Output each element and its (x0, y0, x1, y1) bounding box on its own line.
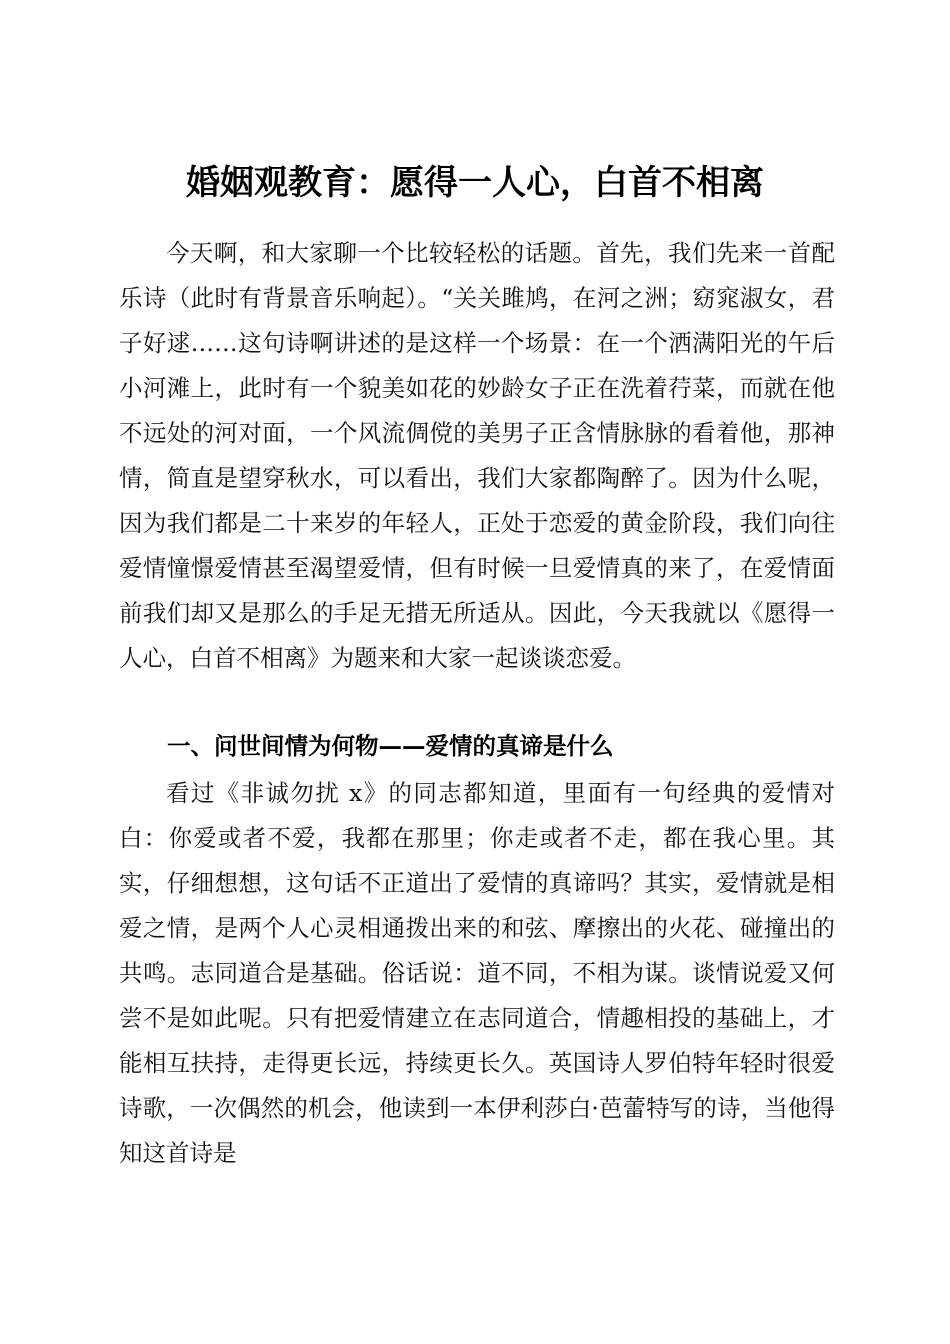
document-title: 婚姻观教育：愿得一人心，白首不相离 (186, 162, 764, 203)
paragraph-section-1: 看过《非诚勿扰 x》的同志都知道，里面有一句经典的爱情对白：你爱或者不爱，我都在那里；你走或者不走，都在我心里。其实，仔细想想，这句话不正道出了爱情的真谛吗？其实，爱情就是相爱之情，是两个人心灵相通拨出来的和弦、摩擦出的火花、碰撞出的共鸣。志同道合是基础。俗话说：道不同，不相为谋。谈情说爱又何尝不是如此呢。只有把爱情建立在志同道合，情趣相投的基础上，才能相互扶持，走得更长远，持续更长久。英国诗人罗伯特年轻时很爱诗歌，一次偶然的机会，他读到一本伊利莎白·芭蕾特写的诗，当他得知这首诗是 (119, 779, 835, 1167)
paragraph-intro: 今天啊，和大家聊一个比较轻松的话题。首先，我们先来一首配乐诗（此时有背景音乐响起）。“关关雎鸠，在河之洲；窈窕淑女，君子好逑……这句诗啊讲述的是这样一个场景：在一个洒满阳光的午后小河滩上，此时有一个貌美如花的妙龄女子正在洗着荇菜，而就在他不远处的河对面，一个风流倜傥的美男子正含情脉脉的看着他，那神情，简直是望穿秋水，可以看出，我们大家都陶醉了。因为什么呢，因为我们都是二十来岁的年轻人，正处于恋爱的黄金阶段，我们向往爱情憧憬爱情甚至渴望爱情，但有时候一旦爱情真的来了，在爱情面前我们却又是那么的手足无措无所适从。因此，今天我就以《愿得一人心，白首不相离》为题来和大家一起谈谈恋爱。 (119, 239, 835, 672)
section-heading: 一、问世间情为何物——爱情的真谛是什么 (167, 732, 614, 760)
